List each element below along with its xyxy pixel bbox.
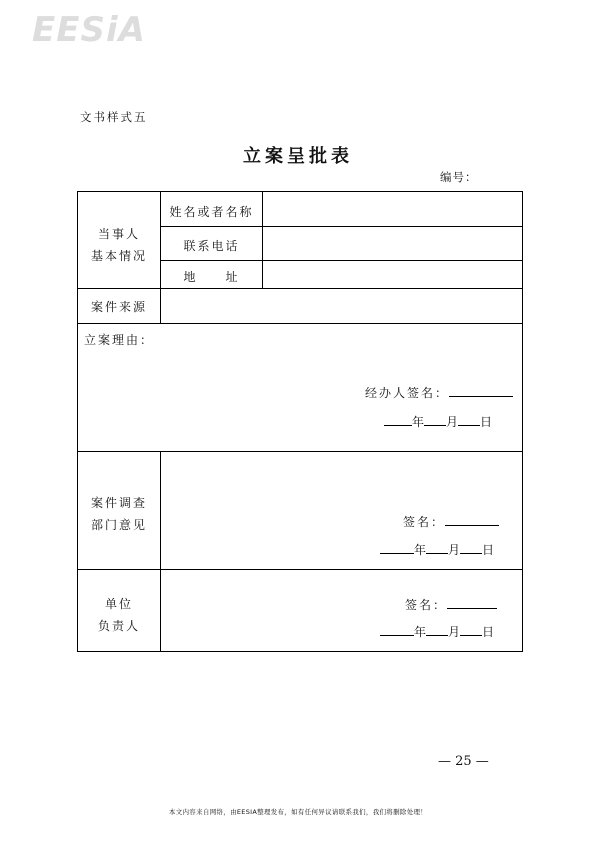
unit-head-date-year-blank[interactable] (380, 624, 414, 636)
footer-disclaimer: 本文内容来自网络，由EESIA整理发布，如有任何异议请联系我们，我们将删除处理！ (168, 808, 428, 816)
unit-head-date-month-blank[interactable] (426, 624, 448, 636)
investigation-signature-label: 签名： (403, 515, 446, 529)
investigation-date-month-label: 月 (448, 543, 461, 557)
unit-head-label-line1: 单位 (104, 597, 133, 611)
reason-date-month-blank[interactable] (424, 414, 446, 426)
unit-head-date-day-label: 日 (482, 625, 495, 639)
document-style-label: 文书样式五 (80, 110, 148, 124)
name-field-value[interactable] (263, 192, 522, 226)
investigation-date-year-label: 年 (414, 543, 427, 557)
name-field-label: 姓名或者名称 (169, 205, 254, 219)
filing-reason-label: 立案理由： (84, 333, 155, 347)
case-source-label: 案件来源 (90, 300, 147, 314)
investigation-label-line1: 案件调查 (90, 496, 147, 510)
investigation-date-day-label: 日 (482, 543, 495, 557)
case-source-value[interactable] (161, 289, 522, 323)
investigation-signature (403, 513, 499, 530)
party-label-line1: 当事人 (97, 227, 140, 241)
address-field-value[interactable] (263, 261, 522, 288)
reason-date-month-label: 月 (446, 415, 459, 429)
reason-date-year-blank[interactable] (384, 414, 412, 426)
unit-head-date-year-label: 年 (414, 625, 427, 639)
address-field-label: 地 址 (183, 270, 240, 284)
reason-date-year-label: 年 (412, 415, 425, 429)
investigation-opinion-label (78, 492, 160, 536)
reason-date-day-blank[interactable] (458, 414, 480, 426)
unit-head-date-month-label: 月 (448, 625, 461, 639)
rule-reason-investigation (77, 451, 523, 452)
investigation-date-year-blank[interactable] (380, 542, 414, 554)
investigation-date-month-blank[interactable] (426, 542, 448, 554)
party-label (78, 223, 160, 267)
document-number-label: 编号： (440, 170, 478, 184)
unit-head-signature-label: 签名： (405, 598, 448, 612)
investigation-signature-line[interactable] (445, 514, 499, 526)
phone-field-label: 联系电话 (183, 239, 240, 253)
rule-source-reason (77, 323, 523, 324)
unit-head-label-line2: 负责人 (97, 619, 140, 633)
handler-signature (365, 384, 513, 401)
document-title: 立案呈批表 (243, 146, 353, 167)
investigation-date-day-blank[interactable] (460, 542, 482, 554)
reason-date (384, 413, 492, 430)
phone-field-value[interactable] (263, 227, 522, 260)
handler-signature-line[interactable] (449, 385, 513, 397)
reason-date-day-label: 日 (480, 415, 493, 429)
page-number: — 25 — (438, 754, 489, 769)
party-label-line2: 基本情况 (90, 249, 147, 263)
handler-signature-label: 经办人签名： (365, 386, 450, 400)
rule-investigation-column (160, 451, 161, 652)
unit-head-date-day-blank[interactable] (460, 624, 482, 636)
rule-investigation-unit (77, 569, 523, 570)
investigation-label-line2: 部门意见 (90, 518, 147, 532)
unit-head-signature (405, 596, 497, 613)
table-border-bottom (77, 651, 523, 652)
investigation-date (380, 541, 494, 558)
unit-head-label (78, 593, 160, 637)
eesia-watermark-logo: EESiA (32, 10, 146, 50)
unit-head-date (380, 623, 494, 640)
unit-head-signature-line[interactable] (447, 597, 497, 609)
